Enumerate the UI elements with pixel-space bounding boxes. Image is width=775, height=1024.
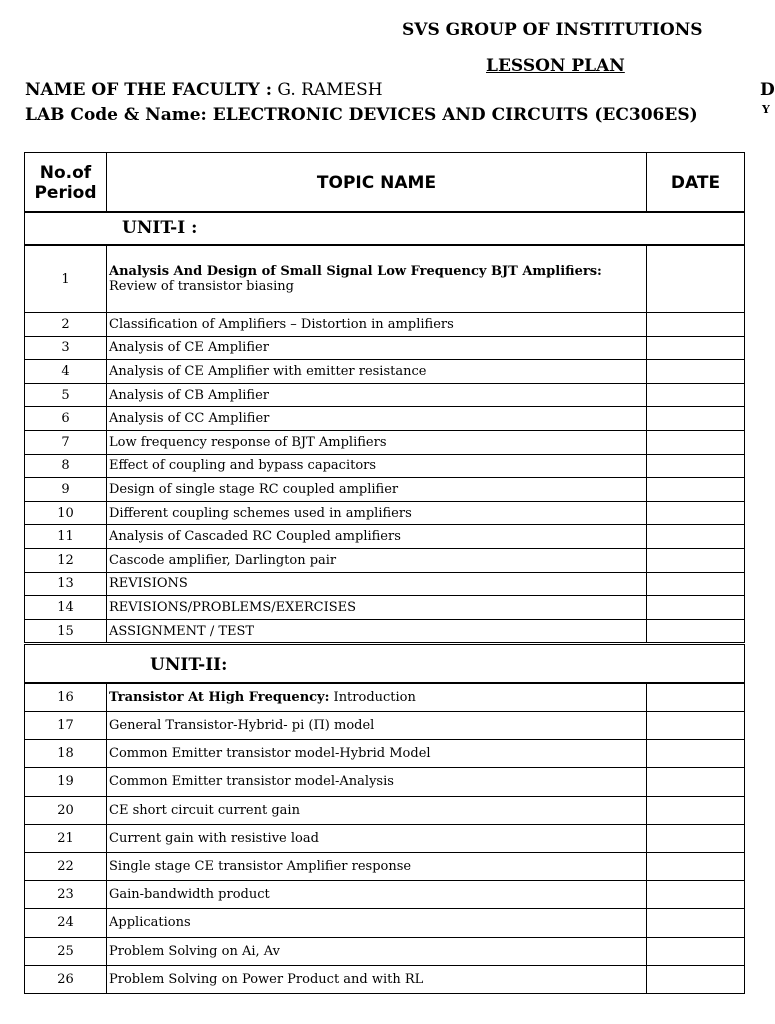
topic-name xyxy=(107,881,647,909)
topic-text: REVISIONS/PROBLEMS/EXERCISES xyxy=(109,599,357,615)
topic-text: REVISIONS xyxy=(109,576,188,592)
topic-text: Design of single stage RC coupled amplifier xyxy=(109,481,399,497)
date-cell xyxy=(647,684,745,712)
period-number: 20 xyxy=(25,796,107,824)
topic-name xyxy=(107,407,647,431)
topic-name xyxy=(107,852,647,880)
table-row xyxy=(25,852,745,880)
topic-name xyxy=(107,596,647,620)
date-cell xyxy=(647,336,745,360)
topic-text: Current gain with resistive load xyxy=(109,830,319,846)
topic-text: Common Emitter transistor model-Hybrid Model xyxy=(109,746,431,762)
period-number: 22 xyxy=(25,852,107,880)
date-cell xyxy=(647,596,745,620)
topic-name xyxy=(107,246,647,313)
topic-text: ASSIGNMENT / TEST xyxy=(109,623,255,639)
topic-text: Analysis of Cascaded RC Coupled amplifiers xyxy=(109,529,401,545)
topic-name xyxy=(107,548,647,572)
topic-text: Applications xyxy=(109,915,191,931)
table-row xyxy=(25,965,745,993)
unit-1-table xyxy=(24,245,745,643)
date-cell xyxy=(647,313,745,337)
topic-name xyxy=(107,572,647,596)
table-row xyxy=(25,824,745,852)
date-cell xyxy=(647,852,745,880)
table-row xyxy=(25,619,745,643)
date-cell xyxy=(647,525,745,549)
col-topic-header: TOPIC NAME xyxy=(107,153,647,213)
date-cell xyxy=(647,454,745,478)
col-period-line1: No.of xyxy=(39,162,92,183)
date-cell xyxy=(647,909,745,937)
topic-text: Analysis of CC Amplifier xyxy=(109,411,270,427)
topic-name xyxy=(107,430,647,454)
topic-heading: Analysis And Design of Small Signal Low Frequency BJT Amplifiers: xyxy=(109,264,602,279)
table-header xyxy=(24,152,745,213)
date-cell xyxy=(647,548,745,572)
period-number: 17 xyxy=(25,712,107,740)
date-cell xyxy=(647,572,745,596)
topic-name xyxy=(107,478,647,502)
topic-name xyxy=(107,684,647,712)
period-number: 26 xyxy=(25,965,107,993)
table-row xyxy=(25,881,745,909)
period-number: 16 xyxy=(25,684,107,712)
topic-name xyxy=(107,501,647,525)
topic-text: Low frequency response of BJT Amplifiers xyxy=(109,434,387,450)
topic-name xyxy=(107,909,647,937)
period-number: 1 xyxy=(25,246,107,313)
table-row xyxy=(25,246,745,313)
document-title: LESSON PLAN xyxy=(486,56,625,76)
topic-text: Problem Solving on Power Product and with RL xyxy=(109,971,424,987)
period-number: 4 xyxy=(25,360,107,384)
topic-name xyxy=(107,937,647,965)
table-row xyxy=(25,478,745,502)
table-row xyxy=(25,501,745,525)
table-row xyxy=(25,430,745,454)
date-cell xyxy=(647,796,745,824)
topic-text: General Transistor-Hybrid- pi (Π) model xyxy=(109,718,375,734)
col-period-line2: Period xyxy=(34,182,97,203)
col-period-header xyxy=(25,153,107,213)
date-cell xyxy=(647,965,745,993)
period-number: 11 xyxy=(25,525,107,549)
table-row xyxy=(25,937,745,965)
topic-name xyxy=(107,454,647,478)
topic-text: Introduction xyxy=(329,690,416,705)
faculty-line xyxy=(25,80,383,100)
table-row xyxy=(25,796,745,824)
topic-text: CE short circuit current gain xyxy=(109,802,300,818)
topic-name xyxy=(107,796,647,824)
date-cell xyxy=(647,712,745,740)
col-date-header: DATE xyxy=(647,153,745,213)
table-row xyxy=(25,525,745,549)
date-cell xyxy=(647,407,745,431)
period-number: 8 xyxy=(25,454,107,478)
period-number: 23 xyxy=(25,881,107,909)
date-cell xyxy=(647,740,745,768)
period-number: 2 xyxy=(25,313,107,337)
period-number: 18 xyxy=(25,740,107,768)
period-number: 25 xyxy=(25,937,107,965)
topic-name xyxy=(107,313,647,337)
unit-2-table xyxy=(24,683,745,994)
topic-name xyxy=(107,360,647,384)
date-cell xyxy=(647,430,745,454)
date-cell xyxy=(647,478,745,502)
topic-name xyxy=(107,824,647,852)
unit-1-title: UNIT-I : xyxy=(122,218,198,238)
unit-1-heading xyxy=(24,211,745,246)
date-cell xyxy=(647,937,745,965)
period-number: 19 xyxy=(25,768,107,796)
topic-name xyxy=(107,965,647,993)
table-row xyxy=(25,684,745,712)
topic-text: Effect of coupling and bypass capacitors xyxy=(109,458,377,474)
table-row xyxy=(25,572,745,596)
date-cell xyxy=(647,501,745,525)
period-number: 5 xyxy=(25,383,107,407)
topic-text: Analysis of CE Amplifier xyxy=(109,340,269,356)
topic-name xyxy=(107,383,647,407)
table-row xyxy=(25,548,745,572)
table-row xyxy=(25,407,745,431)
date-cell xyxy=(647,360,745,384)
table-row xyxy=(25,768,745,796)
table-row xyxy=(25,712,745,740)
date-cell xyxy=(647,824,745,852)
date-cell xyxy=(647,246,745,313)
period-number: 13 xyxy=(25,572,107,596)
table-row xyxy=(25,909,745,937)
topic-text: Gain-bandwidth product xyxy=(109,887,270,903)
topic-text: Analysis of CB Amplifier xyxy=(109,387,269,403)
unit-2-title: UNIT-II: xyxy=(150,655,228,675)
topic-text: Single stage CE transistor Amplifier response xyxy=(109,859,412,875)
table-row xyxy=(25,383,745,407)
period-number: 9 xyxy=(25,478,107,502)
topic-text: Analysis of CE Amplifier with emitter resistance xyxy=(109,363,427,379)
period-number: 10 xyxy=(25,501,107,525)
period-number: 12 xyxy=(25,548,107,572)
table-row xyxy=(25,360,745,384)
unit-2-heading xyxy=(24,644,745,684)
topic-text: Cascode amplifier, Darlington pair xyxy=(109,552,337,568)
topic-text: Different coupling schemes used in amplifiers xyxy=(109,505,412,521)
date-cell xyxy=(647,768,745,796)
topic-name xyxy=(107,619,647,643)
period-number: 15 xyxy=(25,619,107,643)
institution-name: SVS GROUP OF INSTITUTIONS xyxy=(402,20,703,40)
table-row xyxy=(25,740,745,768)
topic-name xyxy=(107,740,647,768)
period-number: 3 xyxy=(25,336,107,360)
topic-name xyxy=(107,525,647,549)
topic-name xyxy=(107,768,647,796)
table-row xyxy=(25,454,745,478)
faculty-name: G. RAMESH xyxy=(277,80,383,100)
table-row xyxy=(25,313,745,337)
cut-off-text-1: D xyxy=(760,80,775,100)
topic-text: Common Emitter transistor model-Analysis xyxy=(109,774,394,790)
cut-off-text-2: Y xyxy=(762,103,770,116)
topic-text: Classification of Amplifiers – Distortion in amplifiers xyxy=(109,316,454,332)
topic-text: Problem Solving on Ai, Av xyxy=(109,943,280,959)
period-number: 24 xyxy=(25,909,107,937)
table-row xyxy=(25,596,745,620)
period-number: 7 xyxy=(25,430,107,454)
topic-heading: Transistor At High Frequency: xyxy=(109,690,330,705)
topic-name xyxy=(107,712,647,740)
faculty-label: NAME OF THE FACULTY : xyxy=(25,80,272,100)
date-cell xyxy=(647,383,745,407)
table-row xyxy=(25,336,745,360)
topic-name xyxy=(107,336,647,360)
period-number: 14 xyxy=(25,596,107,620)
date-cell xyxy=(647,619,745,643)
date-cell xyxy=(647,881,745,909)
period-number: 6 xyxy=(25,407,107,431)
period-number: 21 xyxy=(25,824,107,852)
lab-code-name: LAB Code & Name: ELECTRONIC DEVICES AND CIRCUITS (EC306ES) xyxy=(25,105,698,125)
topic-text: Review of transistor biasing xyxy=(109,279,294,294)
